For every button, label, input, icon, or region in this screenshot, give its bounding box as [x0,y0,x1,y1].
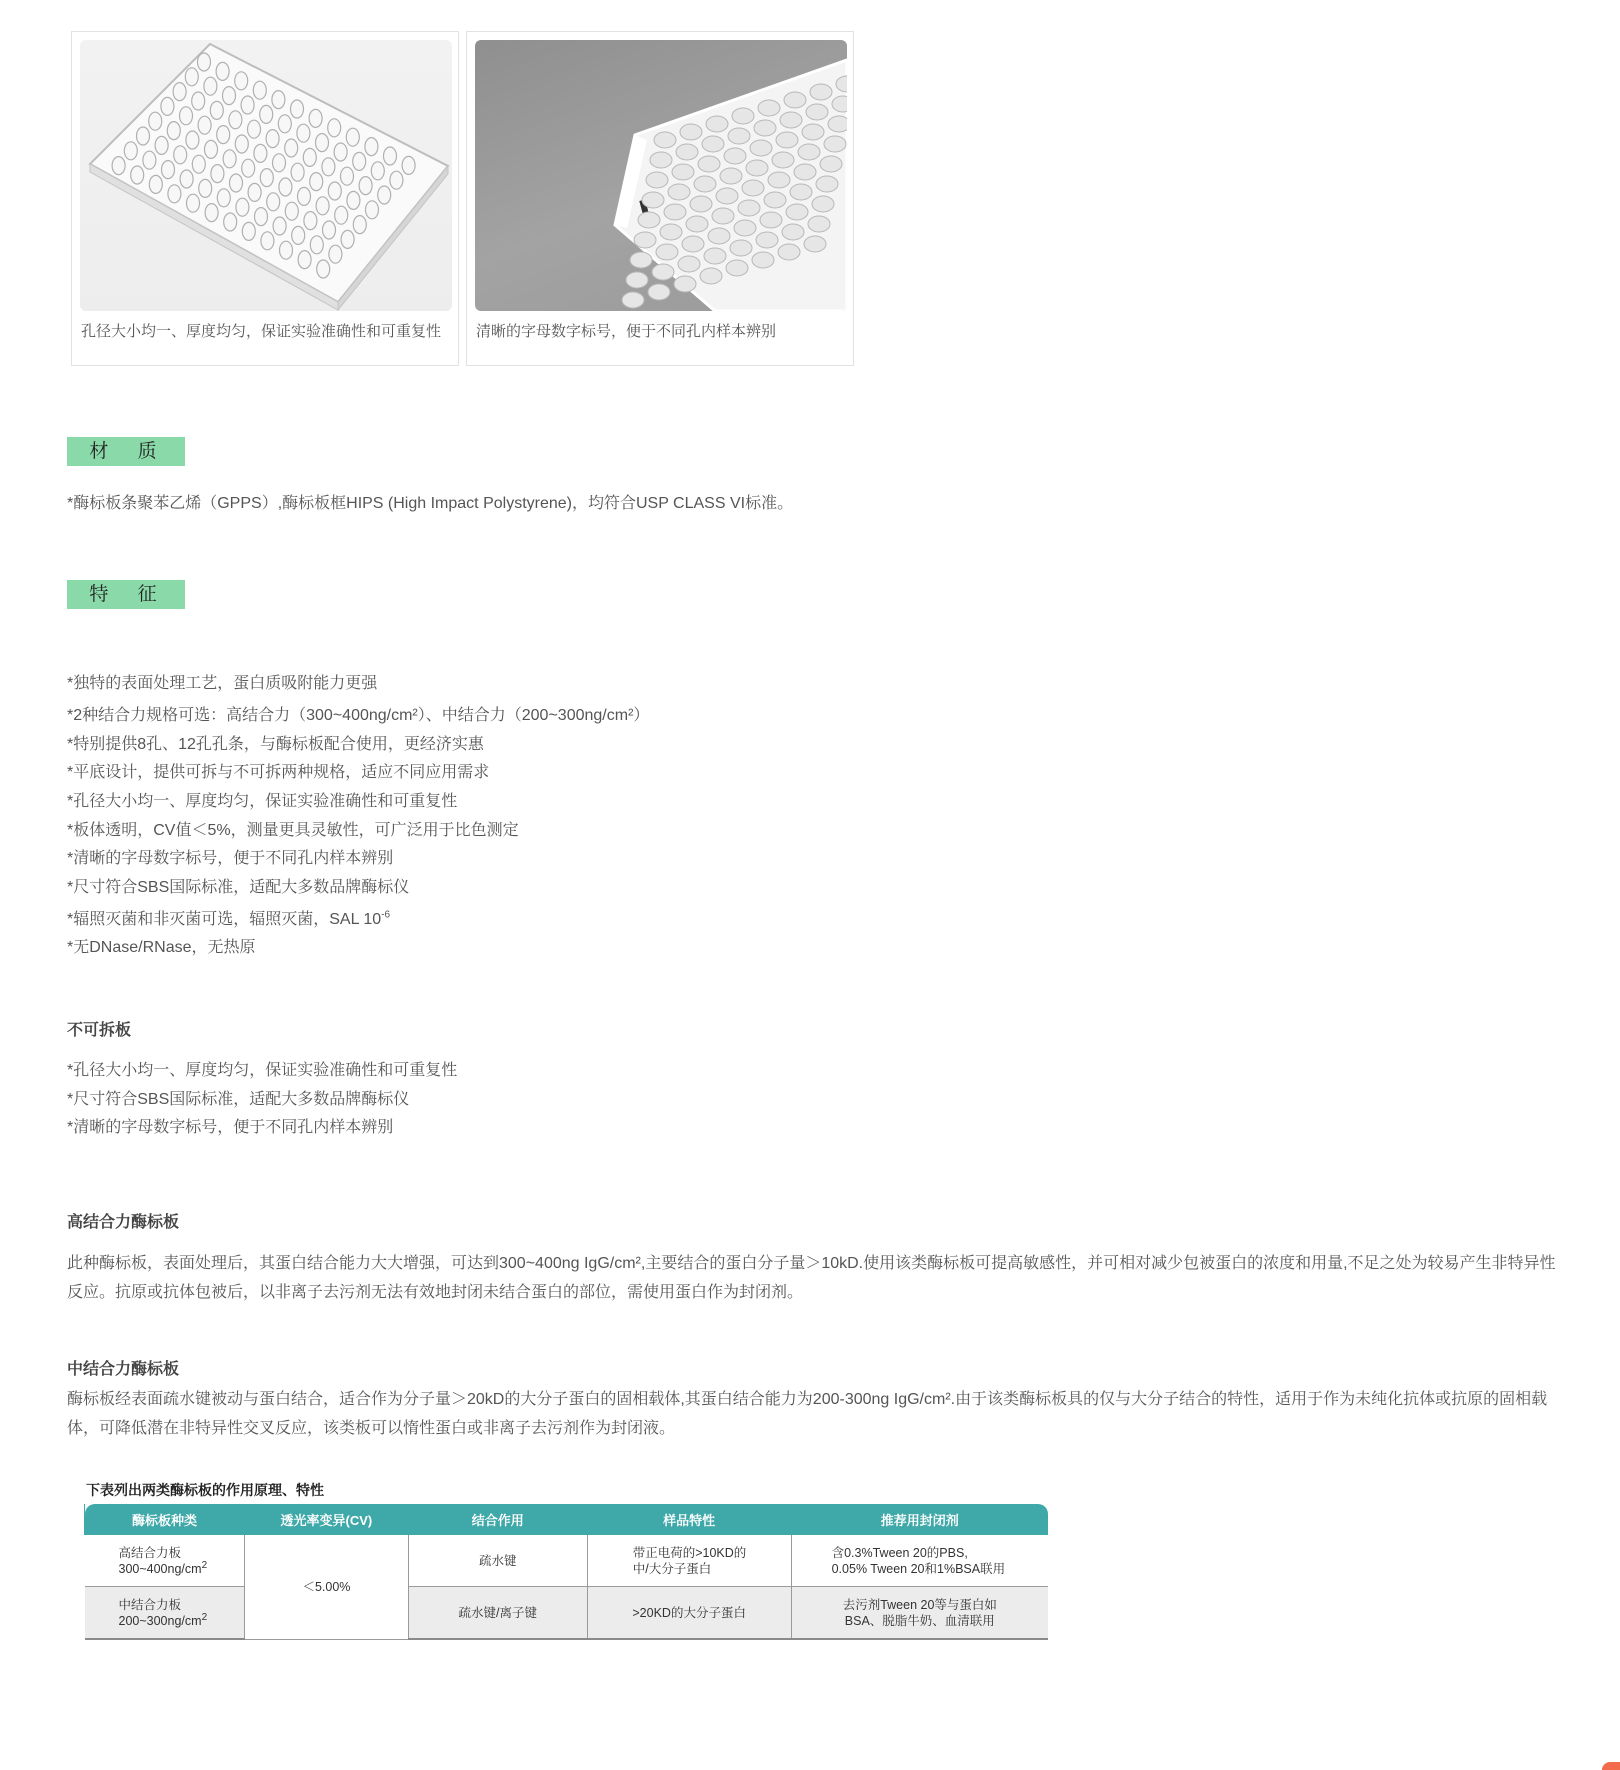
heading-non-removable: 不可拆板 [67,1022,132,1039]
well-plate-image [80,40,452,311]
comparison-table [84,1504,1048,1640]
unit-exponent: 2 [201,1611,208,1623]
plate-type: 中结合力板 [118,1597,182,1612]
table-header: 透光率变异(CV) [244,1504,408,1535]
table-cell: >20KD的大分子蛋白 [587,1587,791,1640]
binding-capacity: 300~400ng/cm [118,1561,202,1576]
high-binding-text: 此种酶标板，表面处理后，其蛋白结合能力大大增强，可达到300~400ng IgG/cm²,主要结合的蛋白分子量＞10kD.使用该类酶标板可提高敏感性，并可相对减少包被蛋白的浓度和用量,不足之处为较易产生非特异性反应。抗原或抗体包被后，以非离子去污剂无法有效地封闭未结合蛋白的部位，需使用蛋白作为封闭剂。 [67,1255,1556,1301]
corner-accent [1602,1762,1620,1770]
product-image-card-2[interactable] [466,31,854,366]
heading-high-binding: 高结合力酶标板 [67,1214,180,1231]
list-item: *无DNase/RNase，无热原 [67,938,256,956]
blocker-text: 0.05% Tween 20和1%BSA联用 [831,1561,1006,1576]
list-item: *尺寸符合SBS国际标准，适配大多数品牌酶标仪 [67,879,410,897]
blocker-text: 去污剂Tween 20等与蛋白如 [842,1597,997,1612]
plate-corner-image [475,40,847,311]
table-cell [587,1535,791,1587]
feature-list [67,670,649,963]
unit-exponent: 2 [201,1559,208,1571]
table-header-row [85,1504,1049,1535]
table-cell [85,1587,245,1640]
product-image-card-1[interactable] [71,31,459,366]
material-text: *酶标板条聚苯乙烯（GPPS）,酶标板框HIPS (High Impact Polystyrene)，均符合USP CLASS VI标准。 [67,495,794,512]
table-header: 样品特性 [587,1504,791,1535]
sample-text: 中/大分子蛋白 [632,1561,712,1576]
card-caption: 清晰的字母数字标号，便于不同孔内样本辨别 [476,323,777,340]
list-item: *孔径大小均一、厚度均匀，保证实验准确性和可重复性 [67,793,458,811]
section-tag-features: 特 征 [67,580,185,609]
section-tag-material: 材 质 [67,437,185,466]
list-item: *特别提供8孔、12孔孔条，与酶标板配合使用，更经济实惠 [67,735,484,753]
table-header: 酶标板种类 [85,1504,245,1535]
table-cell: 疏水键/离子键 [408,1587,587,1640]
medium-binding-text: 酶标板经表面疏水键被动与蛋白结合，适合作为分子量＞20kD的大分子蛋白的固相载体,其蛋白结合能力为200-300ng IgG/cm².由于该类酶标板具的仅与大分子结合的特性，适用于作为未纯化抗体或抗原的固相载体，可降低潜在非特异性交叉反应，该类板可以惰性蛋白或非离子去污剂作为封闭液。 [67,1391,1548,1437]
table-row [85,1587,1049,1640]
table-row [85,1535,1049,1587]
blocker-text: BSA、脱脂牛奶、血清联用 [844,1613,995,1628]
list-item: *2种结合力规格可选：高结合力（300~400ng/cm²）、中结合力（200~300ng/cm²） [67,706,650,724]
non-removable-list [67,1057,457,1143]
list-item [67,903,649,934]
plate-type: 高结合力板 [118,1545,182,1560]
table-cell [791,1587,1048,1640]
list-item: *孔径大小均一、厚度均匀，保证实验准确性和可重复性 [67,1062,458,1079]
list-item: *平底设计，提供可拆与不可拆两种规格，适应不同应用需求 [67,764,490,782]
blocker-text: 含0.3%Tween 20的PBS, [831,1545,968,1560]
sal-exponent: -6 [381,909,391,921]
card-caption: 孔径大小均一、厚度均匀，保证实验准确性和可重复性 [81,323,442,340]
list-item: *清晰的字母数字标号，便于不同孔内样本辨别 [67,1119,394,1137]
sample-text: 带正电荷的>10KD的 [632,1545,747,1560]
list-item: *板体透明，CV值＜5%，测量更具灵敏性，可广泛用于比色测定 [67,821,519,839]
cv-value: ＜5.00% [244,1535,408,1639]
heading-medium-binding: 中结合力酶标板 [67,1361,180,1378]
table-title: 下表列出两类酶标板的作用原理、特性 [86,1482,324,1498]
table-cell [791,1535,1048,1587]
table-cell: 疏水键 [408,1535,587,1587]
list-item: *清晰的字母数字标号，便于不同孔内样本辨别 [67,850,394,868]
table-header: 推荐用封闭剂 [791,1504,1048,1535]
binding-capacity: 200~300ng/cm [118,1613,202,1628]
list-item: *尺寸符合SBS国际标准，适配大多数品牌酶标仪 [67,1090,410,1108]
list-item: *独特的表面处理工艺，蛋白质吸附能力更强 [67,675,378,692]
table-cell [85,1535,245,1587]
sal-text: *辐照灭菌和非灭菌可选，辐照灭菌，SAL 10 [67,910,382,928]
table-header: 结合作用 [408,1504,587,1535]
